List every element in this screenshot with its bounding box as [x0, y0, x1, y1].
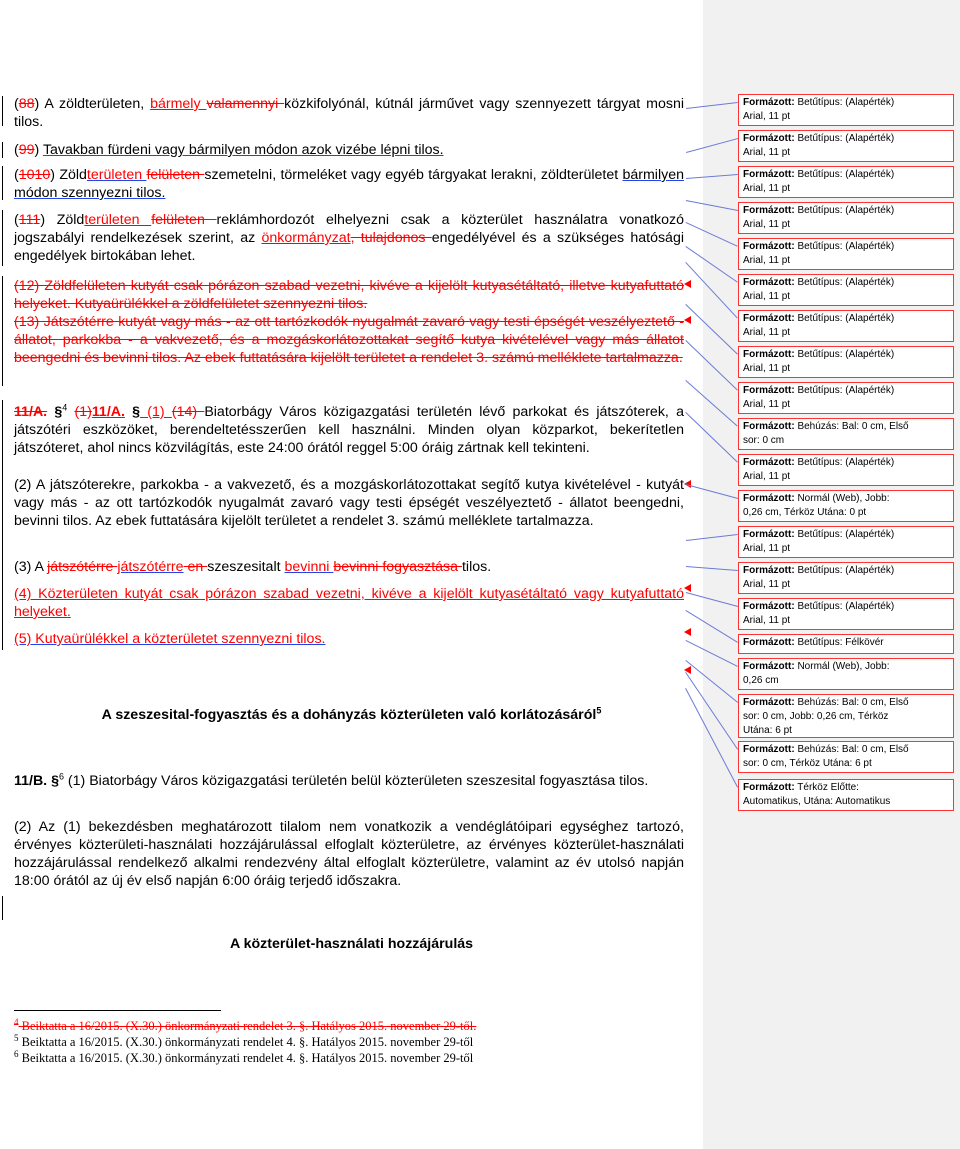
section-11b: 11/B. §$^6$ (1) Biatorbágy Város közigazgatási területén belül közterületen szeszesital fogyasztása tilos.: [14, 771, 649, 789]
format-comment[interactable]: [738, 346, 954, 378]
format-comment[interactable]: [738, 382, 954, 414]
comment-label: Formázott:: [743, 169, 795, 180]
section-11b-paragraph-2: (2) Az (1) bekezdésben meghatározott tilalom nem vonatkozik a vendéglátóipari egységhez tartozó, érvényes közterületi-használati hozzájárulással elfoglalt közterületre, az érvényes közterület-használati hozzájárulással rendelkező alkalmi rendezvény által elfoglalt közterületre, valamint az év utolsó napján 18:00 órától az új év első napján 6:00 óráig terjedő időszakra.: [14, 819, 684, 889]
comment-label: Formázott:: [743, 782, 795, 793]
comment-text: Betűtípus: (Alapérték) Arial, 11 pt: [743, 277, 895, 302]
change-bar: [2, 210, 3, 266]
comment-text: Betűtípus: (Alapérték) Arial, 11 pt: [743, 241, 895, 266]
paragraph-99: (99) Tavakban fürdeni vagy bármilyen módon azok vizébe lépni tilos.: [14, 142, 444, 158]
section-heading-permit: A közterület-használati hozzájárulás: [229, 936, 474, 952]
comment-text: Betűtípus: (Alapérték) Arial, 11 pt: [743, 601, 895, 626]
footnote-5: $^5$ Beiktatta a 16/2015. (X.30.) önkormányzati rendelet 4. §. Hatályos 2015. november 29-től: [14, 1032, 474, 1049]
comment-text: Betűtípus: (Alapérték) Arial, 11 pt: [743, 205, 895, 230]
comment-label: Formázott:: [743, 744, 795, 755]
footnote-4-deleted: $^4$ Beiktatta a 16/2015. (X.30.) önkormányzati rendelet 3. §. Hatályos 2015. november 29-től.: [14, 1016, 477, 1033]
paragraph-12-deleted: (12) Zöldfelületen kutyát csak pórázon szabad vezetni, kivéve a kijelölt kutyasétáltató, illetve kutyafuttató helyeket. Kutyaürülékkel a zöldfelületet szennyezni tilos.: [14, 278, 684, 312]
format-comment[interactable]: [738, 490, 954, 522]
comment-text: Behúzás: Bal: 0 cm, Első sor: 0 cm: [743, 421, 909, 446]
comment-text: Betűtípus: (Alapérték) Arial, 11 pt: [743, 457, 895, 482]
paragraph-5-inserted: (5) Kutyaürülékkel a közterületet szennyezni tilos.: [14, 631, 326, 647]
comment-text: Normál (Web), Jobb: 0,26 cm: [743, 661, 890, 686]
comment-text: Betűtípus: (Alapérték) Arial, 11 pt: [743, 169, 895, 194]
comment-text: Betűtípus: (Alapérték) Arial, 11 pt: [743, 133, 895, 158]
comment-label: Formázott:: [743, 565, 795, 576]
comment-text: Betűtípus: (Alapérték) Arial, 11 pt: [743, 97, 895, 122]
comment-label: Formázott:: [743, 529, 795, 540]
format-comment[interactable]: [738, 418, 954, 450]
deletion-marker-icon[interactable]: [684, 280, 691, 288]
format-comment[interactable]: [738, 166, 954, 198]
format-comment[interactable]: [738, 562, 954, 594]
change-bar: [2, 400, 3, 650]
format-comment[interactable]: [738, 310, 954, 342]
section-heading-alcohol: A szeszesital-fogyasztás és a dohányzás közterületen való korlátozásáról$^5$: [101, 705, 602, 723]
comment-label: Formázott:: [743, 205, 795, 216]
comment-label: Formázott:: [743, 601, 795, 612]
comment-label: Formázott:: [743, 697, 795, 708]
paragraph-13-deleted: (13) Játszótérre kutyát vagy más - az ott tartózkodók nyugalmát zavaró vagy testi épségét veszélyeztető - állatot, parkokba - a vakvezető, és a mozgáskorlátozottakat segítő kutya kivételével vagy más állatot beengedni és bevinni tilos. Az ebek futtatására kijelölt területet a rendelet 3. számú melléklete tartalmazza.: [14, 314, 684, 366]
comment-label: Formázott:: [743, 97, 795, 108]
format-comment[interactable]: [738, 779, 954, 811]
comment-label: Formázott:: [743, 277, 795, 288]
format-comment[interactable]: [738, 741, 954, 773]
format-comment[interactable]: [738, 454, 954, 486]
format-comment[interactable]: [738, 130, 954, 162]
comment-label: Formázott:: [743, 493, 795, 504]
deletion-marker-icon[interactable]: [684, 316, 691, 324]
comment-label: Formázott:: [743, 637, 795, 648]
format-comment[interactable]: [738, 658, 954, 690]
format-comment[interactable]: [738, 694, 954, 738]
comment-label: Formázott:: [743, 421, 795, 432]
change-bar: [2, 96, 3, 126]
change-bar: [2, 896, 3, 920]
paragraph-3: (3) A játszótérre játszótérre en szeszesitalt bevinni bevinni fogyasztása tilos.: [14, 559, 492, 575]
section-11a: 11/A. §$^4$ (1)11/A. § (1) (14) Biatorbágy Város közigazgatási területén lévő parkokat és játszóterek, a játszótéri eszközöket, berendeltetésszerűen kell használni. Minden olyan közparkot, bekerítetlen játszóteret, ahol nincs közvilágítás, este 24:00 órától reggel 5:00 óráig zártnak kell tekinteni.: [14, 402, 684, 456]
change-bar: [2, 166, 3, 200]
comment-text: Behúzás: Bal: 0 cm, Első sor: 0 cm, Térköz Utána: 6 pt: [743, 744, 909, 769]
comment-label: Formázott:: [743, 349, 795, 360]
comment-text: Betűtípus: (Alapérték) Arial, 11 pt: [743, 349, 895, 374]
format-comment[interactable]: [738, 526, 954, 558]
comment-label: Formázott:: [743, 241, 795, 252]
comment-text: Betűtípus: (Alapérték) Arial, 11 pt: [743, 565, 895, 590]
format-comment[interactable]: [738, 238, 954, 270]
comment-label: Formázott:: [743, 457, 795, 468]
comment-text: Térköz Előtte: Automatikus, Utána: Automatikus: [743, 782, 891, 807]
comment-text: Normál (Web), Jobb: 0,26 cm, Térköz Utána: 0 pt: [743, 493, 890, 518]
paragraph-4-inserted: (4) Közterületen kutyát csak pórázon szabad vezetni, kivéve a kijelölt kutyasétáltató vagy kutyafuttató helyeket.: [14, 586, 684, 620]
change-bar: [2, 276, 3, 386]
paragraph-1111: (111) Zöldterületen felületen reklámhordozót elhelyezni csak a közterület használatra vonatkozó jogszabályi rendelkezések szerint, az önkormányzat, tulajdonos engedélyével és a szükséges hatósági engedélyek birtokában lehet.: [14, 212, 685, 264]
format-comment[interactable]: [738, 598, 954, 630]
comment-label: Formázott:: [743, 385, 795, 396]
comment-text: Behúzás: Bal: 0 cm, Első sor: 0 cm, Jobb: 0,26 cm, Térköz Utána: 6 pt: [743, 697, 909, 736]
comment-text: Betűtípus: (Alapérték) Arial, 11 pt: [743, 385, 895, 410]
deletion-marker-icon[interactable]: [684, 584, 691, 592]
format-comment[interactable]: [738, 274, 954, 306]
change-bar: [2, 142, 3, 158]
paragraph-1010: (1010) Zöldterületen felületen szemetelni, törmeléket vagy egyéb tárgyakat lerakni, zöldterületet bármilyen módon szennyezni tilos.: [14, 167, 684, 201]
format-comment[interactable]: [738, 634, 954, 654]
paragraph-2: (2) A játszóterekre, parkokba - a vakvezető, és a mozgáskorlátozottakat segítő kutya kivételével - kutyát vagy más - az ott tartózkodók nyugalmát zavaró vagy testi épségét veszélyeztető - állatot beengedni, bevinni tilos. Az ebek futtatására kijelölt területet a rendelet 3. számú melléklete tartalmazza.: [14, 477, 684, 529]
comment-text: Betűtípus: (Alapérték) Arial, 11 pt: [743, 529, 895, 554]
comment-text: Betűtípus: Félkövér: [794, 637, 884, 648]
comment-label: Formázott:: [743, 661, 795, 672]
paragraph-88: (88) A zöldterületen, bármely valamennyi közkifolyónál, kútnál járművet vagy szennyezett tárgyat mosni tilos.: [14, 96, 684, 130]
format-comment[interactable]: [738, 94, 954, 126]
footnote-separator: [14, 1010, 221, 1011]
comment-label: Formázott:: [743, 313, 795, 324]
deletion-marker-icon[interactable]: [684, 628, 691, 636]
comment-text: Betűtípus: (Alapérték) Arial, 11 pt: [743, 313, 895, 338]
footnote-6: $^6$ Beiktatta a 16/2015. (X.30.) önkormányzati rendelet 4. §. Hatályos 2015. november 29-től: [14, 1048, 474, 1065]
format-comment[interactable]: [738, 202, 954, 234]
comment-label: Formázott:: [743, 133, 795, 144]
